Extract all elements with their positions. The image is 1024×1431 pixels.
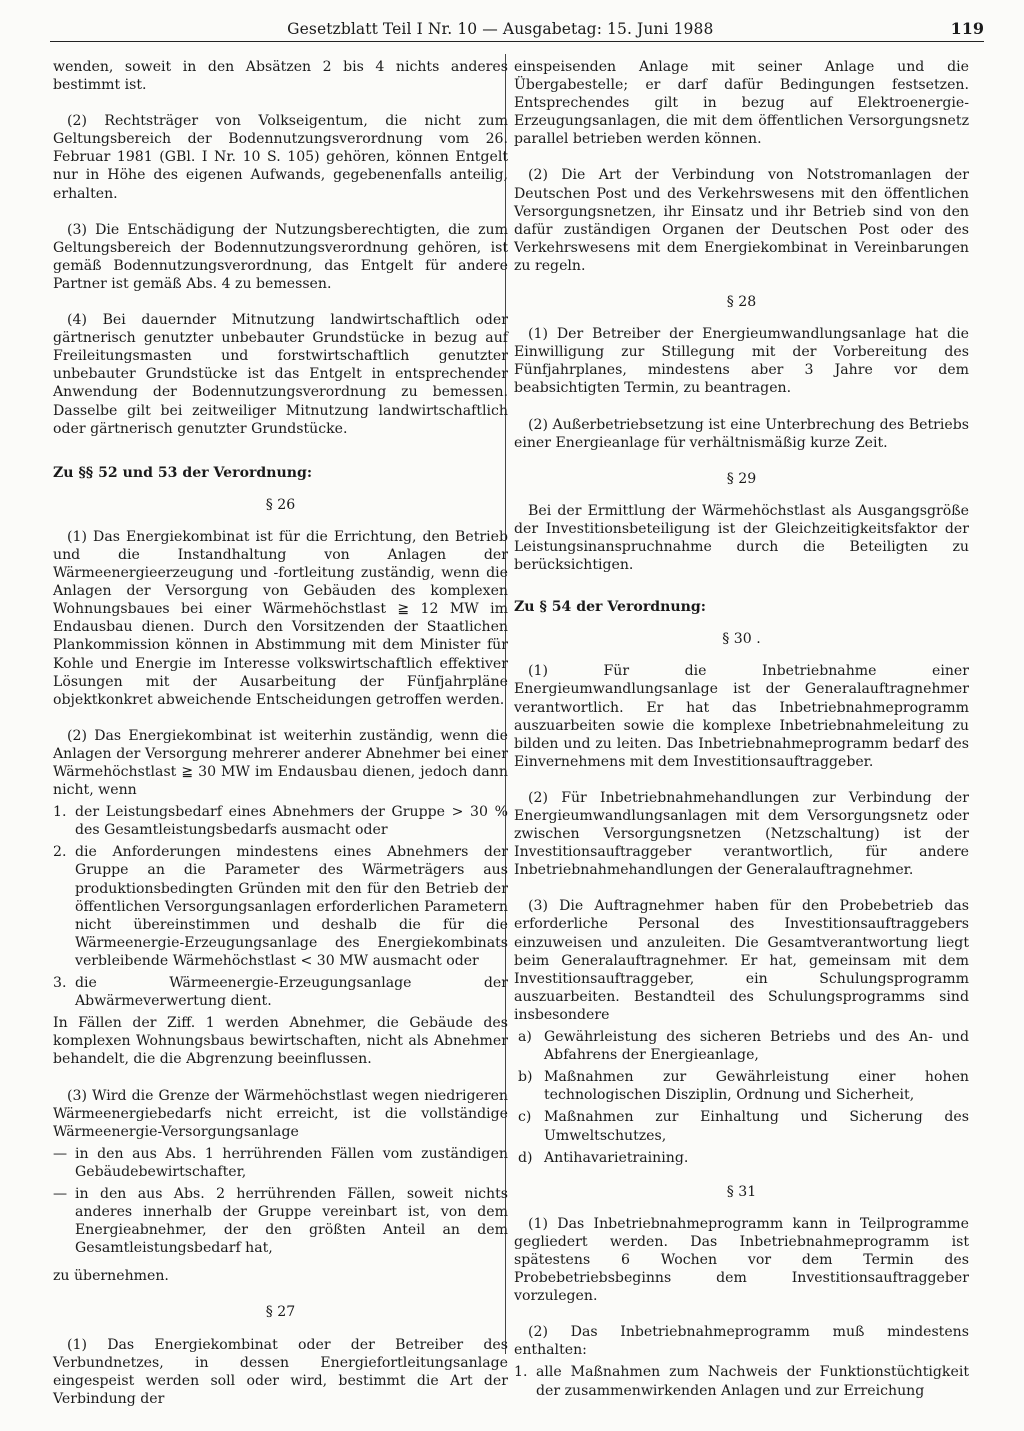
paragraph: In Fällen der Ziff. 1 werden Abnehmer, die Gebäude des komplexen Wohnungsbaus bewirtschaften, nicht als Abnehmer behandelt, die die Abgrenzung beeinflussen.	[53, 1015, 508, 1068]
paragraph: (2) Außerbetriebsetzung ist eine Unterbrechung des Betriebs einer Energieanlage für verhältnismäßig kurze Zeit.	[514, 416, 969, 451]
list-text: die Wärmeenergie-Erzeugungsanlage der Abwärmeverwertung dient.	[75, 975, 508, 1010]
section-number: § 29	[726, 470, 757, 487]
list-marker: —	[53, 1145, 68, 1162]
paragraph: einspeisenden Anlage mit seiner Anlage und die Übergabestelle; er darf dafür Bedingungen festsetzen. Entsprechendes gilt in bezug auf Elektroenergie-Erzeugungsanlagen, die mit dem öffentlichen Versorgungsnetz parallel betrieben werden können.	[514, 59, 969, 148]
paragraph: (3) Wird die Grenze der Wärmehöchstlast wegen niedrigeren Wärmeenergiebedarfs nicht erreicht, ist die vollständige Wärmeenergie-Versorgungsanlage	[53, 1087, 508, 1140]
paragraph: (2) Für Inbetriebnahmehandlungen zur Verbindung der Energieumwandlungsanlagen mit dem Versorgungsnetz oder zwischen Versorgungsnetzen (Netzschaltung) ist der Investitionsauftraggeber verantwortlich, für andere Inbetriebnahmehandlungen der Generalauftragnehmer.	[514, 789, 969, 879]
paragraph: (4) Bei dauernder Mitnutzung landwirtschaftlich oder gärtnerisch genutzter unbebauter Grundstücke in bezug auf Freileitungsmasten und forstwirtschaftlich genutzter unbebauter Grundstücke ist das Entgelt in entsprechender Anwendung der Bodennutzungsverordnung zu bemessen. Dasselbe gilt bei zeitweiliger Mitnutzung landwirtschaftlich oder gärtnerisch genutzter Grundstücke.	[53, 312, 508, 437]
list-item	[514, 1068, 969, 1104]
paragraph: (1) Für die Inbetriebnahme einer Energieumwandlungsanlage ist der Generalauftragnehmer verantwortlich. Er hat das Inbetriebnahmeprogramm auszuarbeiten sowie die komplexe Inbetriebnahmeleitung zu bilden und zu leiten. Das Inbetriebnahmeprogramm bedarf des Einvernehmens mit dem Investitionsauftraggeber.	[514, 663, 969, 770]
list-item	[514, 1108, 969, 1144]
dash-list	[53, 1145, 508, 1258]
page-number: 119	[950, 19, 984, 38]
list-marker: 2.	[53, 844, 67, 861]
section-number: § 31	[726, 1183, 757, 1200]
section-number: § 26	[265, 496, 296, 513]
section-number: § 27	[265, 1304, 296, 1321]
paragraph: (1) Das Energiekombinat ist für die Errichtung, den Betrieb und die Instandhaltung von Anlagen der Wärmeenergieerzeugung und -fortleitung zuständig, wenn die Anlagen der Versorgung von Gebäuden des komplexen Wohnungsbaues bei einer Wärmehöchstlast ≧ 12 MW im Endausbau dienen. Durch den Vorsitzenden der Staatlichen Plankommission können in Abstimmung mit dem Minister für Kohle und Energie im Interesse volkswirtschaftlich effektiver Lösungen mit der Ausarbeitung der Fünfjahrpläne objektkonkret abweichende Entscheidungen getroffen werden.	[53, 528, 508, 708]
paragraph: (2) Das Energiekombinat ist weiterhin zuständig, wenn die Anlagen der Versorgung mehrerer anderer Abnehmer bei einer Wärmehöchstlast ≧ 30 MW im Endausbau dienen, jedoch dann nicht, wenn	[53, 727, 508, 799]
list-marker: 3.	[53, 975, 67, 992]
paragraph: (1) Der Betreiber der Energieumwandlungsanlage hat die Einwilligung zur Stillegung mit der Vorbereitung des Fünfjahrplanes, mindestens aber 3 Jahre vor dem beabsichtigten Termin, zu beantragen.	[514, 326, 969, 397]
paragraph: (3) Die Entschädigung der Nutzungsberechtigten, die zum Geltungsbereich der Bodennutzungsverordnung gehören, ist gemäß Bodennutzungsverordnung, das Entgelt für andere Partner ist gemäß Abs. 4 zu bemessen.	[53, 221, 508, 292]
running-header	[50, 12, 984, 42]
list-marker: d)	[518, 1149, 533, 1166]
list-item	[53, 974, 508, 1010]
right-column	[514, 58, 969, 1404]
list-text: der Leistungsbedarf eines Abnehmers der Gruppe > 30 % des Gesamtleistungsbedarfs ausmacht oder	[75, 804, 508, 839]
list-item	[514, 1363, 969, 1399]
paragraph: wenden, soweit in den Absätzen 2 bis 4 nichts anderes bestimmt ist.	[53, 59, 508, 94]
list-text: alle Maßnahmen zum Nachweis der Funktionstüchtigkeit der zusammenwirkenden Anlagen und zur Erreichung	[536, 1364, 969, 1399]
lettered-list	[514, 1028, 969, 1167]
paragraph: zu übernehmen.	[53, 1268, 169, 1285]
list-item	[53, 843, 508, 970]
section-heading-zu: Zu § 54 der Verordnung:	[514, 599, 706, 616]
section-number: § 28	[726, 294, 757, 311]
numbered-list	[514, 1363, 969, 1399]
paragraph: (1) Das Inbetriebnahmeprogramm kann in Teilprogramme gegliedert werden. Das Inbetriebnahmeprogramm ist spätestens 6 Wochen vor dem Termin des Probebetriebsbeginns dem Investitionsauftraggeber vorzulegen.	[514, 1215, 969, 1305]
list-text: Antihavarietraining.	[544, 1149, 689, 1166]
list-item	[53, 1145, 508, 1181]
section-heading-zu: Zu §§ 52 und 53 der Verordnung:	[53, 464, 313, 481]
list-item	[53, 803, 508, 839]
list-text: Gewährleistung des sicheren Betriebs und des An- und Abfahrens der Energieanlage,	[544, 1029, 969, 1064]
left-column	[53, 58, 508, 1426]
paragraph: (2) Das Inbetriebnahmeprogramm muß mindestens enthalten:	[514, 1324, 969, 1359]
list-marker: 1.	[514, 1364, 528, 1381]
list-item	[514, 1028, 969, 1064]
list-item	[53, 1185, 508, 1257]
list-item	[514, 1149, 969, 1167]
list-text: die Anforderungen mindestens eines Abnehmers der Gruppe an die Parameter des Wärmeträgers aus produktionsbedingten Gründen mit den für den Betrieb der öffentlichen Versorgungsanlagen erforderlichen Parametern nicht übereinstimmen und deshalb die für die Wärmeenergie-Erzeugungsanlage des Energiekombinats verbleibende Wärmehöchstlast < 30 MW ausmacht oder	[75, 844, 508, 969]
header-title: Gesetzblatt Teil I Nr. 10 — Ausgabetag: 15. Juni 1988	[287, 20, 714, 38]
list-text: Maßnahmen zur Gewährleistung einer hohen technologischen Disziplin, Ordnung und Sicherheit,	[544, 1069, 969, 1104]
list-marker: b)	[518, 1069, 533, 1086]
paragraph: (2) Die Art der Verbindung von Notstromanlagen der Deutschen Post und des Verkehrswesens mit den öffentlichen Versorgungsnetzen, ihr Einsatz und ihr Betrieb sind von den dafür zuständigen Organen der Deutschen Post oder des Verkehrswesens mit dem Energiekombinat in Vereinbarungen zu regeln.	[514, 167, 969, 274]
list-marker: c)	[518, 1109, 532, 1126]
section-number: § 30 .	[722, 631, 761, 648]
paragraph: Bei der Ermittlung der Wärmehöchstlast als Ausgangsgröße der Investitionsbeteiligung ist der Gleichzeitigkeitsfaktor der Leistungsinanspruchnahme durch die Beteiligten zu berücksichtigen.	[514, 502, 969, 574]
list-marker: 1.	[53, 804, 67, 821]
list-marker: a)	[518, 1029, 532, 1046]
paragraph: (1) Das Energiekombinat oder der Betreiber des Verbundnetzes, in dessen Energiefortleitungsanlage eingespeist werden soll oder wird, bestimmt die Art der Verbindung der	[53, 1336, 508, 1407]
paragraph: (2) Rechtsträger von Volkseigentum, die nicht zum Geltungsbereich der Bodennutzungsverordnung vom 26. Februar 1981 (GBl. I Nr. 10 S. 105) gehören, können Entgelt nur in Höhe des eigenen Aufwands, gegebenenfalls anteilig, erhalten.	[53, 113, 508, 202]
paragraph: (3) Die Auftragnehmer haben für den Probebetrieb das erforderliche Personal des Investitionsauftraggebers einzuweisen und anzuleiten. Die Gesamtverantwortung liegt beim Generalauftragnehmer. Er hat, gemeinsam mit dem Investitionsauftraggeber, ein Schulungsprogramm auszuarbeiten. Bestandteil des Schulungsprogramms sind insbesondere	[514, 898, 969, 1023]
numbered-list	[53, 803, 508, 1010]
list-text: Maßnahmen zur Einhaltung und Sicherung des Umweltschutzes,	[544, 1109, 969, 1144]
list-text: in den aus Abs. 2 herrührenden Fällen, soweit nichts anderes innerhalb der Gruppe vereinbart ist, von dem Energieabnehmer, der den größten Anteil an dem Gesamtleistungsbedarf hat,	[75, 1185, 508, 1257]
list-marker: —	[53, 1185, 68, 1202]
list-text: in den aus Abs. 1 herrührenden Fällen vom zuständigen Gebäudebewirtschafter,	[75, 1145, 508, 1180]
